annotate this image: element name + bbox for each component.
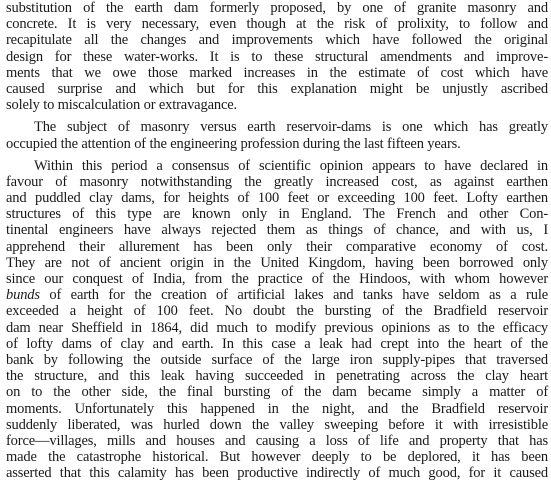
text-line: dam near Sheffield in 1864, did much to modify previous opinions as to the efficacy [6,319,548,336]
text-line: apprehend their allurement has been only their comparative economy of cost. [6,238,548,255]
text-line: bank by following the outside surface of the large iron supply-pipes that traversed [6,351,548,368]
text-line: moments. Unfortunately this happened in the night, and the Bradfield reservoir [6,400,548,417]
text-line: of lofty dams of clay and earth. In this case a leak had crept into the heart of the [6,335,548,352]
document-page [6,0,548,481]
text-line: force—villages, mills and houses and causing a loss of life and property that has [6,432,548,449]
italic-word-bunds: bunds [6,287,40,304]
text-line: on to the other side, the final bursting of the dam became simply a matter of [6,384,548,401]
text-line: asserted that this calamity has been productive indirectly of much good, for it caused [6,465,548,482]
text-line: They are not of ancient origin in the United Kingdom, having been borrowed only [6,254,548,271]
paragraph-2 [6,119,548,151]
text-line: design for these water-works. It is to these structural amendments and improve- [6,48,548,65]
text-line: favour of masonry notwithstanding the greatly increased cost, as against earthen [6,173,548,190]
paragraph-1 [6,0,548,113]
text-line: and puddled clay dams, for heights of 100 feet or exceeding 100 feet. Lofty earthen [6,190,548,207]
text-line: occupied the attention of the engineering profession during the last fifteen years. [6,135,461,152]
text-line: suddenly liberated, was hurled down the valley sweeping before it with irresistible [6,416,548,433]
text-line: substitution of the earth dam formerly proposed, by one of granite masonry and [6,0,548,16]
text-line: caused surprise and which but for this explanation might be unjustly ascribed [6,80,548,97]
text-line: since our conquest of India, from the practice of the Hindoos, with whom however [6,271,548,287]
text-line: structures of this type are known only in England. The French and other Con- [6,206,548,223]
text-line-rest: of earth for the creation of artificial lakes and tanks have seldom as a rule [39,287,548,304]
text-line: the structure, and this leak having succeeded in penetrating across the clay heart [6,368,548,385]
text-line: solely to miscalculation or extravagance. [6,97,237,114]
text-line: made the catastrophe historical. But however deeply to be deplored, it has been [6,449,548,466]
paragraph-3 [6,158,548,482]
text-line-with-italic [6,287,548,303]
text-line: ments that we owe those marked increases in the estimate of cost which have [6,64,548,81]
text-line: tinental engineers have always rejected them as things of chance, and with us, I [6,222,548,239]
text-line: The subject of masonry versus earth reservoir-dams is one which has greatly [34,119,548,136]
text-line: Within this period a consensus of scientific opinion appears to have declared in [34,157,548,174]
text-line: recapitulate all the changes and improvements which have followed the original [6,32,548,49]
text-line: concrete. It is very necessary, even though at the risk of prolixity, to follow and [6,16,548,33]
text-line: exceeded a height of 100 feet. No doubt the bursting of the Bradfield reservoir [6,303,548,320]
